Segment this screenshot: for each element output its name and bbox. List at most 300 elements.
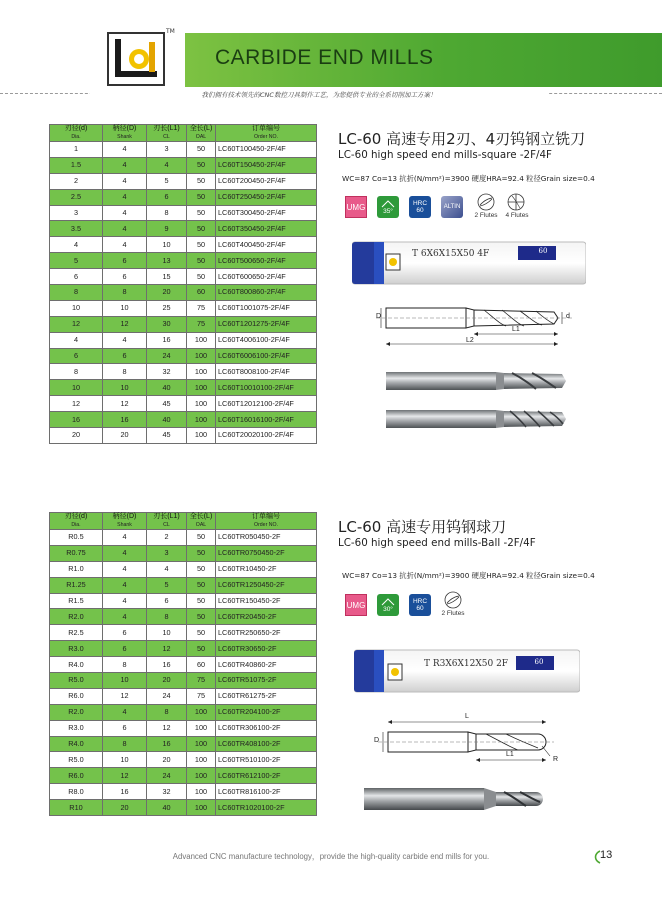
table-cell: 8: [147, 704, 187, 720]
four-flute-label: 4 Flutes: [505, 212, 529, 219]
table-cell: LC60TR61275-2F: [216, 688, 317, 704]
table-cell: 40: [147, 800, 187, 816]
table-cell: 6: [103, 641, 147, 657]
column-header-cn: 刃径(d): [64, 513, 88, 520]
table-cell: LC60TR40860-2F: [216, 657, 317, 673]
table-row: [50, 157, 317, 173]
table-row: [50, 720, 317, 736]
column-header-en: OAL: [195, 522, 207, 528]
umg-badge-label: UMG: [346, 600, 366, 610]
product1-tube-label: T 6X6X15X50 4F: [412, 249, 490, 259]
table-row: [50, 768, 317, 784]
helix-angle-icon: [381, 200, 395, 208]
table-row: [50, 577, 317, 593]
table-row: [50, 142, 317, 158]
table-cell: LC60T12012100-2F/4F: [216, 396, 317, 412]
product1-tube-tag: 60: [538, 247, 548, 255]
table-cell: LC60TR250650-2F: [216, 625, 317, 641]
four-flute-icon: [507, 193, 525, 211]
table-cell: LC60T300450-2F/4F: [216, 205, 317, 221]
table-cell: 2.5: [50, 189, 103, 205]
table-cell: LC60T150450-2F/4F: [216, 157, 317, 173]
column-header-en: OAL: [195, 134, 207, 140]
table-cell: 4: [103, 609, 147, 625]
table-cell: 16: [147, 332, 187, 348]
table-cell: R3.0: [50, 641, 103, 657]
helix-angle-label: 35°: [383, 207, 393, 215]
column-header-en: Order NO.: [254, 134, 278, 140]
table-cell: 75: [187, 316, 216, 332]
table-cell: 13: [147, 253, 187, 269]
table-cell: LC60T20020100-2F/4F: [216, 428, 317, 444]
company-logo: [107, 32, 165, 86]
table-cell: 4: [103, 189, 147, 205]
table-cell: 4: [103, 237, 147, 253]
table-cell: 50: [187, 189, 216, 205]
table-cell: 100: [187, 704, 216, 720]
table-cell: 32: [147, 784, 187, 800]
table-row: [50, 736, 317, 752]
table-cell: 50: [187, 157, 216, 173]
product2-tube-label: T R3X6X12X50 2F: [424, 659, 509, 669]
table-cell: LC60TR510100-2F: [216, 752, 317, 768]
table-cell: 100: [187, 800, 216, 816]
table-cell: R2.0: [50, 609, 103, 625]
table-cell: LC60TR150450-2F: [216, 593, 317, 609]
table-cell: 10: [103, 380, 147, 396]
table-cell: 4: [103, 205, 147, 221]
dim-R-label: R: [553, 756, 559, 763]
table-cell: 50: [187, 545, 216, 561]
table-cell: 6: [103, 253, 147, 269]
table-cell: R10: [50, 800, 103, 816]
product1-title-en: LC-60 high speed end mills-square -2F/4F: [338, 149, 552, 161]
column-header-en: Shank: [117, 522, 132, 528]
table-cell: 75: [187, 673, 216, 689]
table-cell: 10: [103, 673, 147, 689]
two-flute-label: 2 Flutes: [474, 212, 498, 219]
table-cell: 50: [187, 577, 216, 593]
product1-spec-line: WC=87 Co=13 抗折(N/mm²)=3900 硬度HRA=92.4 粒径Grain size=0.4: [342, 174, 595, 183]
page-number: 13: [600, 849, 613, 861]
table-cell: 4: [103, 530, 147, 546]
table-row: [50, 173, 317, 189]
table-cell: 20: [147, 752, 187, 768]
table-cell: 2: [50, 173, 103, 189]
table-cell: 6: [103, 625, 147, 641]
table-row: [50, 316, 317, 332]
table-cell: 45: [147, 396, 187, 412]
header-tagline: 我们拥有技术领先的CNC数控刀具制作工艺，为您提供专业的全系切削加工方案！: [90, 90, 548, 99]
table-cell: 100: [187, 768, 216, 784]
column-header-en: CL: [163, 134, 170, 140]
table-row: [50, 688, 317, 704]
table-cell: 8: [50, 364, 103, 380]
table-row: [50, 412, 317, 428]
table-cell: LC60TR408100-2F: [216, 736, 317, 752]
column-header-cn: 订单编号: [252, 125, 280, 132]
table-cell: 8: [147, 205, 187, 221]
table-cell: 10: [50, 380, 103, 396]
table-row: [50, 625, 317, 641]
column-header: [187, 125, 216, 142]
table-cell: 20: [147, 673, 187, 689]
hrc-badge: [409, 196, 431, 218]
table-cell: 10: [103, 752, 147, 768]
column-header-cn: 柄径(D): [112, 513, 137, 520]
table-cell: 75: [187, 688, 216, 704]
dim-L2-label: L2: [466, 337, 474, 344]
table-cell: 16: [103, 784, 147, 800]
table-cell: 50: [187, 625, 216, 641]
table-cell: 4: [147, 561, 187, 577]
table-cell: 6: [103, 348, 147, 364]
table-cell: 50: [187, 173, 216, 189]
dim-D-label: D: [376, 313, 382, 320]
table-cell: LC60TR050450-2F: [216, 530, 317, 546]
table-cell: 25: [147, 300, 187, 316]
table-cell: 8: [103, 657, 147, 673]
column-header-en: Dia.: [71, 134, 81, 140]
table-row: [50, 545, 317, 561]
table-cell: 6: [103, 269, 147, 285]
ball-two-flute-icon: [444, 591, 462, 609]
column-header: [103, 513, 147, 530]
dim-d-label: d: [566, 313, 570, 320]
table-row: [50, 332, 317, 348]
table-cell: 50: [187, 221, 216, 237]
column-header: [50, 513, 103, 530]
table-cell: LC60TR0750450-2F: [216, 545, 317, 561]
table-cell: 10: [147, 625, 187, 641]
table-cell: 50: [187, 593, 216, 609]
table-row: [50, 704, 317, 720]
column-header: [103, 125, 147, 142]
table-cell: 100: [187, 428, 216, 444]
table-cell: LC60TR51075-2F: [216, 673, 317, 689]
table-cell: LC60T100450-2F/4F: [216, 142, 317, 158]
table-cell: 50: [187, 142, 216, 158]
hrc-badge-value: 60: [416, 605, 424, 612]
dim-L-label: L: [465, 713, 469, 720]
table-row: [50, 285, 317, 301]
table-cell: 15: [147, 269, 187, 285]
hrc-badge-top: HRC: [412, 598, 428, 605]
table-cell: R0.5: [50, 530, 103, 546]
table-cell: 3: [147, 545, 187, 561]
table-cell: LC60T200450-2F/4F: [216, 173, 317, 189]
table-cell: 24: [147, 688, 187, 704]
table-cell: 24: [147, 348, 187, 364]
table-cell: R1.25: [50, 577, 103, 593]
table-cell: 4: [103, 221, 147, 237]
table-cell: 60: [187, 285, 216, 301]
helix-angle-badge: [377, 594, 399, 616]
table-cell: LC60T10010100-2F/4F: [216, 380, 317, 396]
table-cell: LC60T16016100-2F/4F: [216, 412, 317, 428]
table-row: [50, 189, 317, 205]
column-header-en: Order NO.: [254, 522, 278, 528]
column-header: [147, 513, 187, 530]
ball-end-mill-spec-table: [49, 512, 317, 816]
table-cell: 40: [147, 380, 187, 396]
product2-spec-line: WC=87 Co=13 抗折(N/mm²)=3900 硬度HRA=92.4 粒径Grain size=0.4: [342, 571, 595, 580]
ball-two-flute-label: 2 Flutes: [441, 610, 465, 617]
table-cell: 1: [50, 142, 103, 158]
table-cell: R2.0: [50, 704, 103, 720]
table-cell: 5: [147, 577, 187, 593]
table-row: [50, 752, 317, 768]
table-row: [50, 237, 317, 253]
hrc-badge-top: HRC: [412, 200, 428, 207]
column-header-cn: 订单编号: [252, 513, 280, 520]
table-cell: 16: [103, 412, 147, 428]
table-cell: 8: [103, 285, 147, 301]
table-cell: 100: [187, 364, 216, 380]
table-cell: LC60TR612100-2F: [216, 768, 317, 784]
table-cell: 50: [187, 609, 216, 625]
table-cell: 4: [103, 332, 147, 348]
table-cell: 8: [103, 364, 147, 380]
table-row: [50, 530, 317, 546]
table-cell: R0.75: [50, 545, 103, 561]
table-cell: LC60TR1250450-2F: [216, 577, 317, 593]
table-cell: LC60T600650-2F/4F: [216, 269, 317, 285]
dim-D-label: D: [374, 737, 380, 744]
table-cell: 16: [147, 657, 187, 673]
table-cell: 12: [147, 641, 187, 657]
table-cell: 32: [147, 364, 187, 380]
two-flute-end-mill-photo: [386, 366, 568, 396]
table-cell: LC60T1201275-2F/4F: [216, 316, 317, 332]
table-row: [50, 673, 317, 689]
table-row: [50, 205, 317, 221]
two-flute-icon: [477, 193, 495, 211]
table-cell: 100: [187, 784, 216, 800]
table-cell: LC60TR20450-2F: [216, 609, 317, 625]
table-cell: 10: [147, 237, 187, 253]
table-cell: 50: [187, 530, 216, 546]
four-flute-end-mill-photo: [386, 404, 568, 434]
table-cell: 12: [50, 396, 103, 412]
column-header-cn: 柄径(D): [112, 125, 137, 132]
table-cell: LC60T8008100-2F/4F: [216, 364, 317, 380]
table-cell: 20: [147, 285, 187, 301]
helix-angle-badge: [377, 196, 399, 218]
table-cell: 50: [187, 641, 216, 657]
table-row: [50, 657, 317, 673]
table-header-row: [50, 513, 317, 530]
column-header: [216, 125, 317, 142]
helix-angle-icon: [381, 598, 395, 606]
table-cell: 100: [187, 348, 216, 364]
table-cell: R4.0: [50, 657, 103, 673]
column-header-cn: 刃径(d): [64, 125, 88, 132]
product1-title-cn: LC-60 高速专用2刃、4刃钨钢立铣刀: [338, 130, 586, 148]
column-header-cn: 刃长(L1): [153, 125, 180, 132]
table-cell: 6: [50, 269, 103, 285]
table-cell: 4: [147, 157, 187, 173]
company-logo-icon: [109, 34, 163, 84]
altin-coating-badge: [441, 196, 463, 218]
hrc-badge: [409, 594, 431, 616]
table-cell: 75: [187, 300, 216, 316]
table-cell: 16: [147, 736, 187, 752]
table-cell: 4: [103, 545, 147, 561]
table-cell: 4: [103, 577, 147, 593]
dim-L1-label: L1: [506, 751, 514, 758]
table-cell: 60: [187, 657, 216, 673]
table-row: [50, 609, 317, 625]
table-cell: 10: [103, 300, 147, 316]
ball-end-mill-photo: [364, 778, 554, 818]
table-cell: 4: [103, 593, 147, 609]
table-cell: LC60TR306100-2F: [216, 720, 317, 736]
table-cell: LC60TR204100-2F: [216, 704, 317, 720]
square-end-mill-drawing: [376, 296, 576, 352]
table-cell: LC60T4006100-2F/4F: [216, 332, 317, 348]
table-cell: 30: [147, 316, 187, 332]
table-cell: 6: [103, 720, 147, 736]
table-cell: R1.0: [50, 561, 103, 577]
table-cell: R5.0: [50, 752, 103, 768]
table-cell: R6.0: [50, 688, 103, 704]
table-cell: 50: [187, 253, 216, 269]
helix-angle-label: 30°: [383, 605, 393, 613]
trademark-mark: TM: [166, 28, 175, 35]
column-header-cn: 刃长(L1): [153, 513, 180, 520]
column-header: [187, 513, 216, 530]
table-cell: 24: [147, 768, 187, 784]
table-cell: R1.5: [50, 593, 103, 609]
table-cell: 4: [103, 173, 147, 189]
table-cell: 4: [50, 237, 103, 253]
table-cell: R2.5: [50, 625, 103, 641]
table-cell: 12: [103, 768, 147, 784]
table-cell: 6: [147, 189, 187, 205]
table-cell: 4: [103, 704, 147, 720]
table-cell: 50: [187, 561, 216, 577]
table-cell: LC60TR10450-2F: [216, 561, 317, 577]
table-cell: LC60T400450-2F/4F: [216, 237, 317, 253]
table-cell: 50: [187, 237, 216, 253]
table-cell: 12: [103, 688, 147, 704]
table-cell: 16: [50, 412, 103, 428]
ball-end-mill-drawing: [378, 714, 558, 770]
table-header-row: [50, 125, 317, 142]
table-row: [50, 641, 317, 657]
column-header-en: Dia.: [71, 522, 81, 528]
table-cell: 3.5: [50, 221, 103, 237]
table-cell: 2: [147, 530, 187, 546]
table-cell: 9: [147, 221, 187, 237]
altin-badge-label: ALTIN: [443, 204, 461, 210]
table-row: [50, 364, 317, 380]
product2-package-tube: [354, 648, 580, 694]
table-cell: 5: [147, 173, 187, 189]
table-row: [50, 561, 317, 577]
table-cell: 1.5: [50, 157, 103, 173]
table-cell: 4: [103, 142, 147, 158]
table-cell: 40: [147, 412, 187, 428]
hrc-badge-value: 60: [416, 207, 424, 214]
table-cell: 12: [103, 316, 147, 332]
table-cell: LC60TR30650-2F: [216, 641, 317, 657]
table-cell: 8: [147, 609, 187, 625]
table-row: [50, 300, 317, 316]
table-cell: 4: [103, 561, 147, 577]
table-cell: 8: [103, 736, 147, 752]
table-row: [50, 396, 317, 412]
product2-title-en: LC-60 high speed end mills-Ball -2F/4F: [338, 537, 536, 549]
table-row: [50, 269, 317, 285]
page-title: CARBIDE END MILLS: [215, 46, 434, 69]
table-cell: 12: [50, 316, 103, 332]
column-header-en: CL: [163, 522, 170, 528]
table-cell: 20: [103, 428, 147, 444]
table-cell: R6.0: [50, 768, 103, 784]
table-cell: 100: [187, 332, 216, 348]
table-cell: LC60T250450-2F/4F: [216, 189, 317, 205]
table-cell: 12: [147, 720, 187, 736]
product2-tube-tag: 60: [534, 658, 544, 666]
table-row: [50, 784, 317, 800]
table-row: [50, 253, 317, 269]
umg-badge: [345, 594, 367, 616]
table-cell: 4: [50, 332, 103, 348]
table-cell: LC60TR816100-2F: [216, 784, 317, 800]
table-cell: 100: [187, 380, 216, 396]
table-row: [50, 380, 317, 396]
table-cell: R4.0: [50, 736, 103, 752]
table-cell: 4: [103, 157, 147, 173]
table-row: [50, 221, 317, 237]
table-cell: 100: [187, 720, 216, 736]
table-cell: R5.0: [50, 673, 103, 689]
page-footer: Advanced CNC manufacture technology，provide the high-quality carbide end mills for you.: [172, 852, 490, 861]
table-cell: 45: [147, 428, 187, 444]
column-header: [216, 513, 317, 530]
table-row: [50, 800, 317, 816]
page-swoosh-icon: [593, 850, 601, 864]
square-end-mill-spec-table: [49, 124, 317, 444]
table-cell: 10: [50, 300, 103, 316]
table-cell: 6: [147, 593, 187, 609]
column-header: [147, 125, 187, 142]
table-cell: LC60T1001075-2F/4F: [216, 300, 317, 316]
product2-title-cn: LC-60 高速专用钨钢球刀: [338, 518, 507, 536]
table-cell: 50: [187, 205, 216, 221]
table-row: [50, 428, 317, 444]
table-cell: 100: [187, 752, 216, 768]
table-cell: LC60T350450-2F/4F: [216, 221, 317, 237]
table-cell: 3: [147, 142, 187, 158]
table-cell: 12: [103, 396, 147, 412]
umg-badge: [345, 196, 367, 218]
table-cell: 20: [103, 800, 147, 816]
column-header-en: Shank: [117, 134, 132, 140]
column-header: [50, 125, 103, 142]
table-cell: 50: [187, 269, 216, 285]
table-cell: 6: [50, 348, 103, 364]
table-cell: 5: [50, 253, 103, 269]
table-cell: 100: [187, 736, 216, 752]
table-cell: 100: [187, 396, 216, 412]
column-header-cn: 全长(L): [189, 513, 213, 520]
table-cell: 8: [50, 285, 103, 301]
table-row: [50, 593, 317, 609]
table-cell: LC60T6006100-2F/4F: [216, 348, 317, 364]
